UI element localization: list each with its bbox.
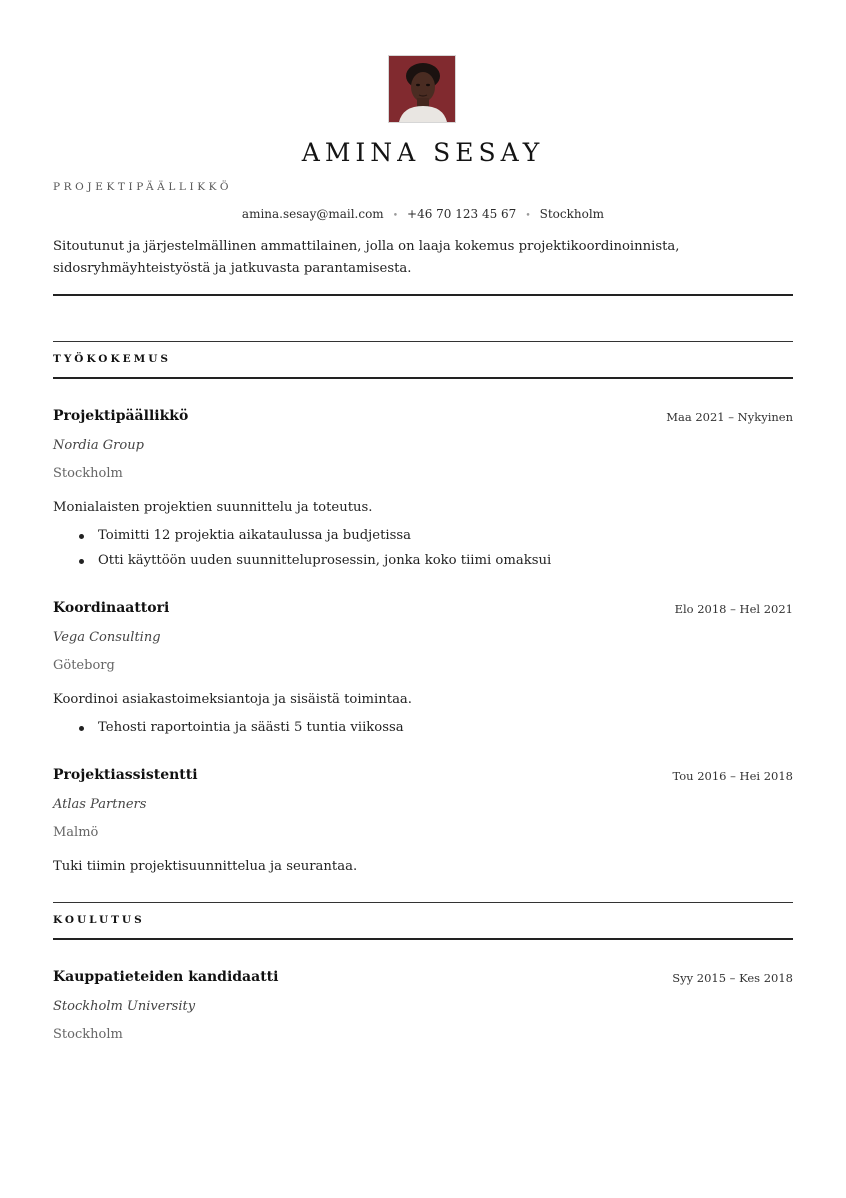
job-description: Koordinoi asiakastoimeksiantoja ja sisäistä toimintaa. xyxy=(53,692,412,707)
profile-summary: Sitoutunut ja järjestelmällinen ammattilainen, jolla on laaja kokemus projektikoordinoinnista, sidosryhmäyhteistyöstä ja jatkuvasta parantamisesta. xyxy=(53,239,680,276)
job-title: Koordinaattori xyxy=(53,600,170,616)
job-bullet xyxy=(53,552,551,577)
job-dates: Maa 2021 – Nykyinen xyxy=(666,410,793,424)
job-location: Stockholm xyxy=(53,466,123,481)
experience-entry xyxy=(53,600,793,745)
candidate-name: AMINA SESAY xyxy=(301,138,545,167)
location-text: Stockholm xyxy=(539,207,605,221)
job-bullet-list xyxy=(53,527,551,577)
job-company: Nordia Group xyxy=(53,438,144,453)
job-location: Malmö xyxy=(53,825,99,840)
contact-separator: • xyxy=(525,211,531,221)
experience-entry xyxy=(53,408,793,578)
contact-separator: • xyxy=(392,211,399,221)
job-bullet-text: Tehosti raportointia ja säästi 5 tuntia viikossa xyxy=(98,720,404,735)
portrait-image xyxy=(389,56,455,122)
email-text: amina.sesay@mail.com xyxy=(241,207,384,221)
section-top-rule xyxy=(53,341,793,342)
bullet-dot-icon xyxy=(79,534,84,539)
profile-photo xyxy=(388,55,456,123)
header-divider xyxy=(53,294,793,296)
job-dates: Elo 2018 – Hel 2021 xyxy=(674,602,793,616)
contact-line xyxy=(0,207,846,221)
job-description: Tuki tiimin projektisuunnittelua ja seurantaa. xyxy=(53,859,358,874)
section-bottom-rule xyxy=(53,377,793,379)
section-bottom-rule xyxy=(53,938,793,940)
experience-section-title: TYÖKOKEMUS xyxy=(53,353,171,365)
section-top-rule xyxy=(53,902,793,903)
education-entry xyxy=(53,969,793,1049)
bullet-dot-icon xyxy=(79,559,84,564)
job-description: Monialaisten projektien suunnittelu ja toteutus. xyxy=(53,500,373,515)
job-bullet-list xyxy=(53,719,404,744)
candidate-role: PROJEKTIPÄÄLLIKKÖ xyxy=(53,181,233,193)
education-section-title: KOULUTUS xyxy=(53,914,145,926)
job-bullet-text: Toimitti 12 projektia aikataulussa ja budjetissa xyxy=(98,528,411,543)
job-title: Projektiassistentti xyxy=(53,767,198,783)
job-company: Vega Consulting xyxy=(53,630,161,645)
degree-title: Kauppatieteiden kandidaatti xyxy=(53,969,279,985)
job-company: Atlas Partners xyxy=(53,797,147,812)
job-dates: Tou 2016 – Hei 2018 xyxy=(672,769,793,783)
job-bullet xyxy=(53,527,551,552)
experience-entry xyxy=(53,767,793,882)
school-location: Stockholm xyxy=(53,1027,123,1042)
phone-text: +46 70 123 45 67 xyxy=(407,207,517,221)
job-title: Projektipäällikkö xyxy=(53,408,189,424)
school-name: Stockholm University xyxy=(53,999,196,1014)
job-bullet xyxy=(53,719,404,744)
education-dates: Syy 2015 – Kes 2018 xyxy=(672,971,793,985)
job-bullet-text: Otti käyttöön uuden suunnitteluprosessin, jonka koko tiimi omaksui xyxy=(98,553,552,568)
job-location: Göteborg xyxy=(53,658,115,673)
bullet-dot-icon xyxy=(79,726,84,731)
